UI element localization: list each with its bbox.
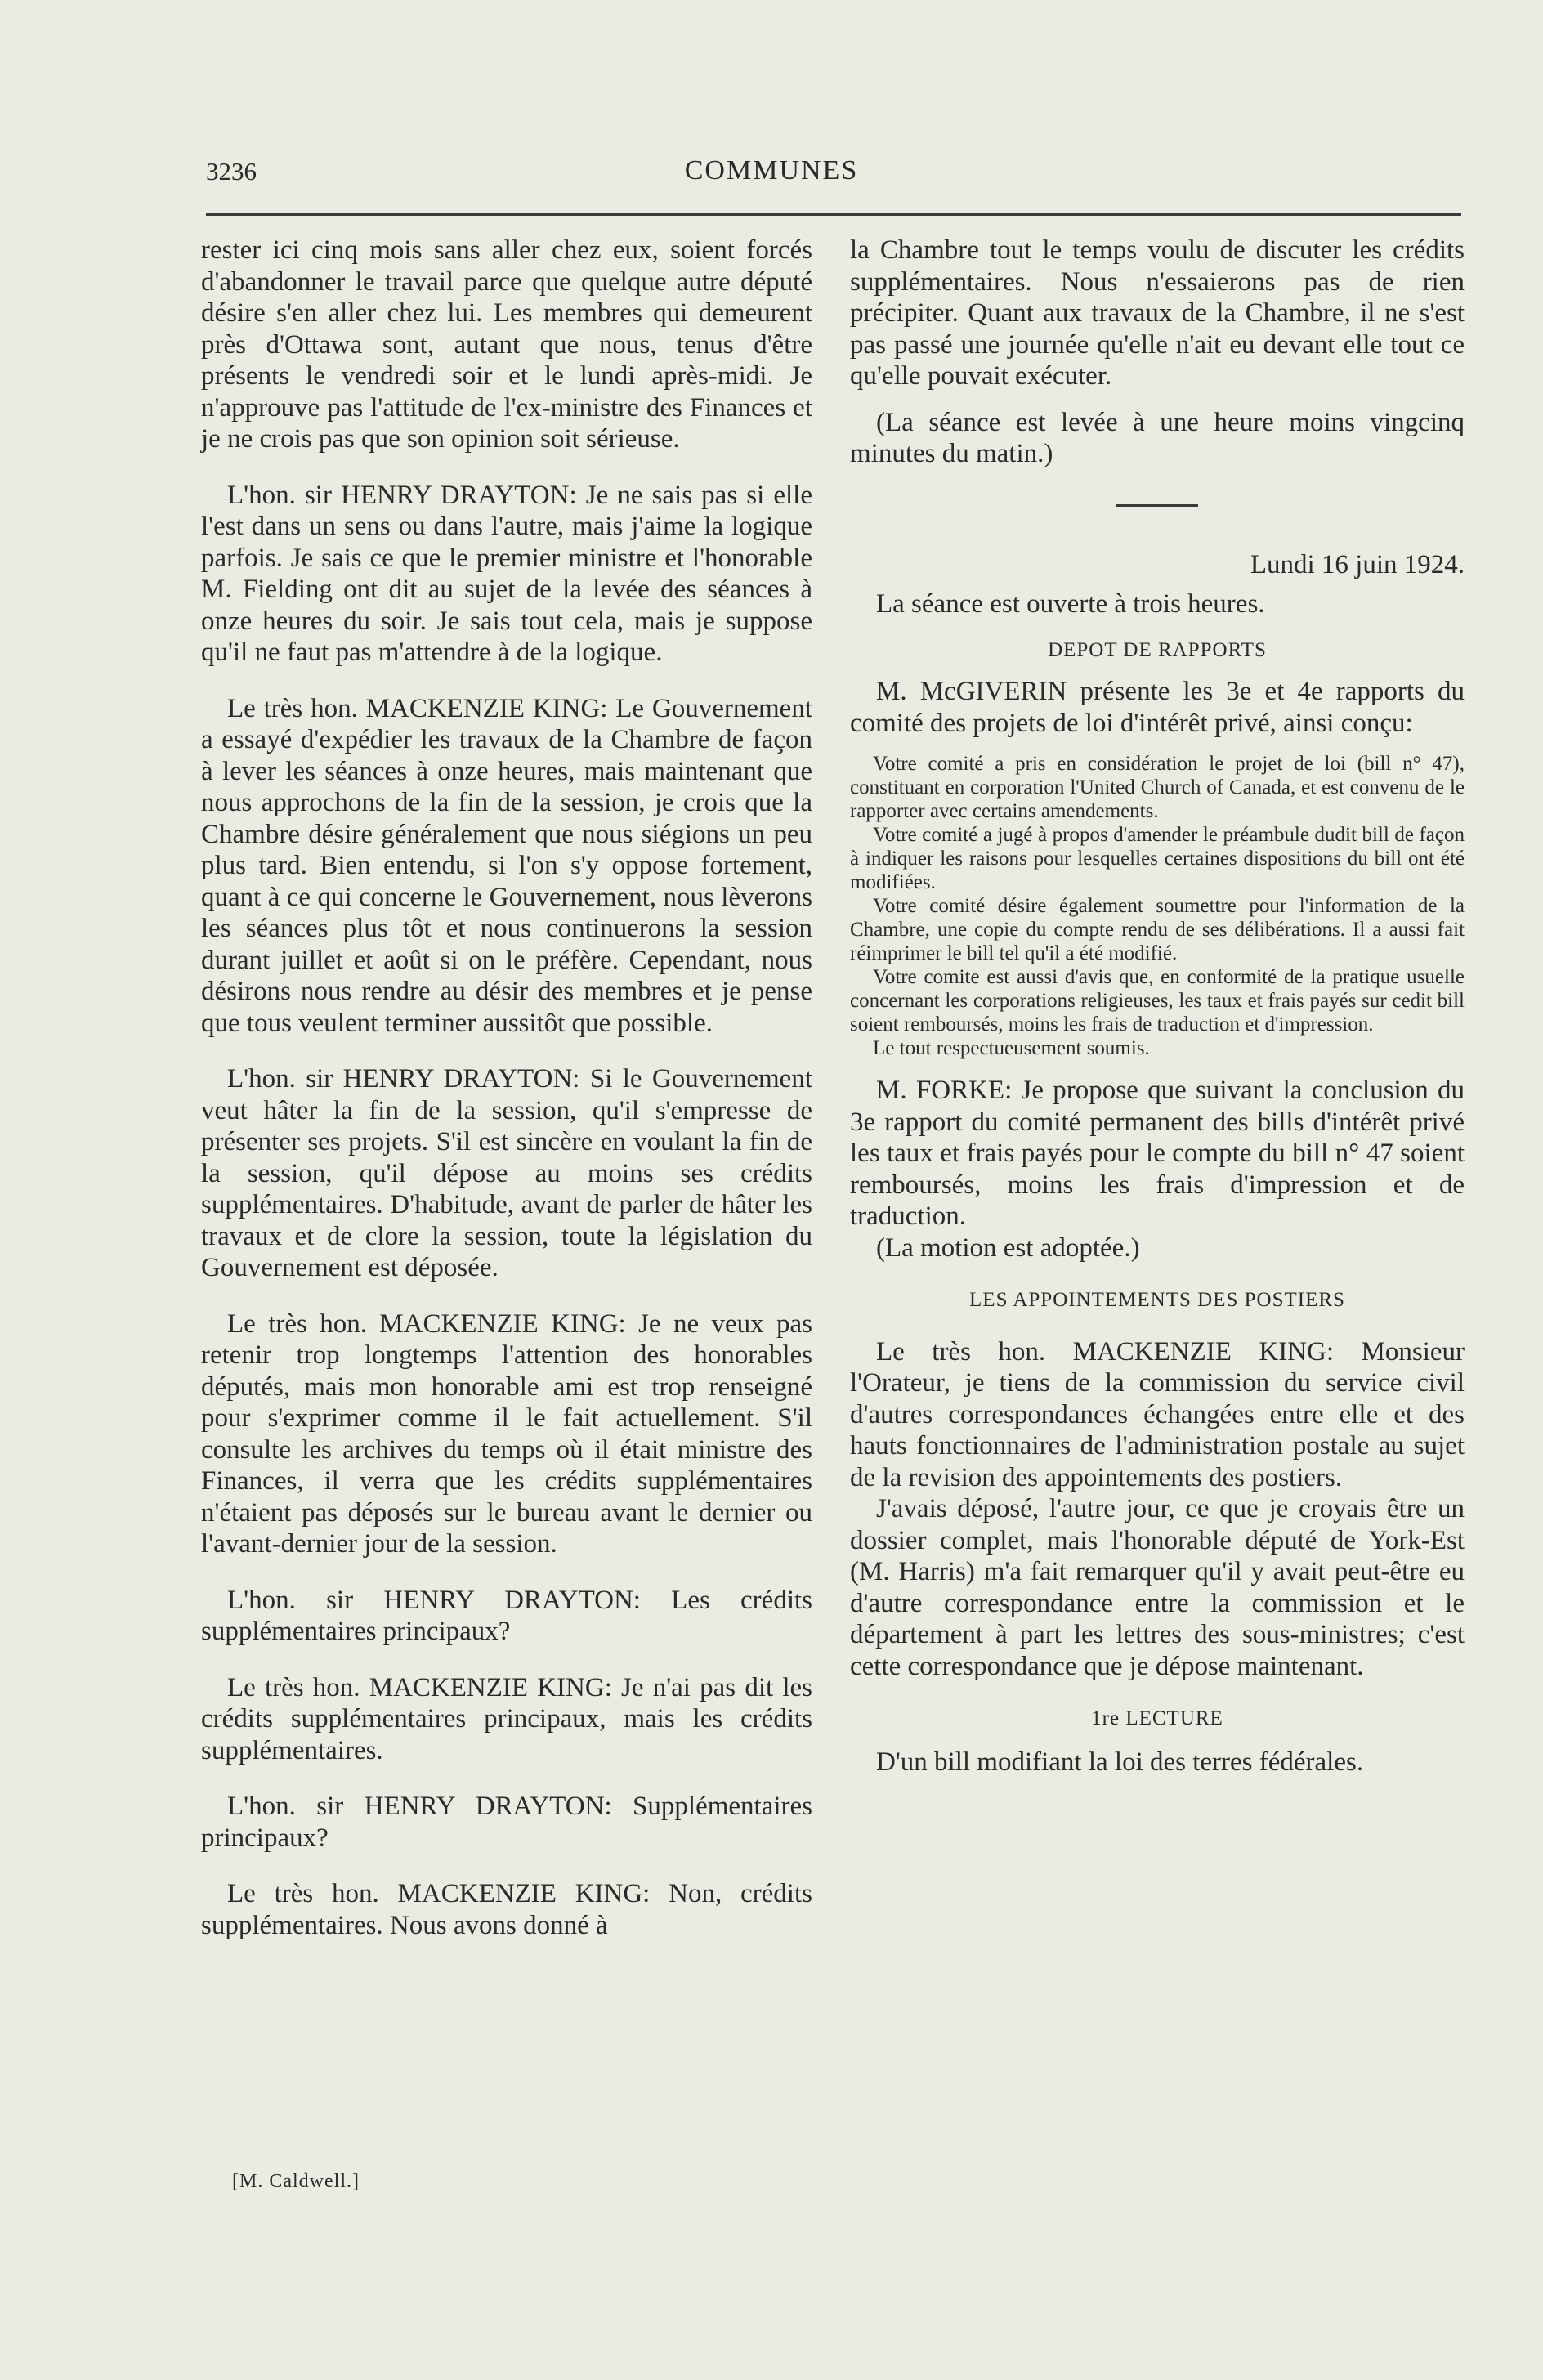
section-separator	[1116, 504, 1198, 507]
report-paragraph: Votre comité a pris en considération le projet de loi (bill n° 47), constituant en corporation l'United Church of Canada, et est convenu de le rapporter avec certains amendements.	[850, 753, 1465, 822]
paragraph: D'un bill modifiant la loi des terres fédérales.	[876, 1747, 1364, 1777]
paragraph: L'hon. sir HENRY DRAYTON: Je ne sais pas si elle l'est dans un sens ou dans l'autre, mais j'aime la logique parfois. Je sais ce que le premier ministre et l'honorable M. Fielding ont dit au sujet de la levée des séances à onze heures du soir. Je sais tout cela, mais je suppose qu'il ne faut pas m'attendre à de la logique.	[201, 480, 812, 667]
sitting-date: Lundi 16 juin 1924.	[1250, 549, 1465, 579]
report-paragraph: Votre comité désire également soumettre pour l'information de la Chambre, une copie du compte rendu de ses délibérations. Il a aussi fait réimprimer le bill tel qu'il a été modifié.	[850, 895, 1465, 964]
paragraph: L'hon. sir HENRY DRAYTON: Si le Gouvernement veut hâter la fin de la session, qu'il s'empresse de présenter ses projets. S'il est sincère en voulant la fin de la session, qu'il dépose au moins ses crédits supplémentaires. D'habitude, avant de parler de hâter les travaux et de clore la session, toute la législation du Gouvernement est déposée.	[201, 1064, 812, 1282]
paragraph: Le très hon. MACKENZIE KING: Je n'ai pas dit les crédits supplémentaires principaux, mais les crédits supplémentaires.	[201, 1672, 812, 1765]
header-rule	[206, 213, 1461, 216]
motion-note: (La motion est adoptée.)	[876, 1232, 1140, 1263]
report-paragraph: Le tout respectueusement soumis.	[873, 1037, 1150, 1059]
footer-speaker-note: [M. Caldwell.]	[232, 2171, 360, 2192]
right-column	[850, 235, 1465, 1778]
paragraph: J'avais déposé, l'autre jour, ce que je croyais être un dossier complet, mais l'honorable député de York-Est (M. Harris) m'a fait remarquer qu'il y avait peut-être eu d'autre correspondance entre la commission et le département à part les lettres des sous-ministres; c'est cette correspondance que je dépose maintenant.	[850, 1494, 1465, 1681]
paragraph: Le très hon. MACKENZIE KING: Le Gouvernement a essayé d'expédier les travaux de la Chambre de façon à lever les séances à onze heures, mais maintenant que nous approchons de la fin de la session, je crois que la Chambre désire généralement que nous siégions un peu plus tard. Bien entendu, si l'on s'y oppose fortement, quant à ce qui concerne le Gouvernement, nous lèverons les séances plus tôt et nous continuerons la session durant juillet et août si on le préfère. Cependant, nous désirons nous rendre au désir des membres et je pense que tous veulent terminer aussitôt que possible.	[201, 693, 812, 1038]
page-number: 3236	[206, 157, 257, 186]
committee-report	[850, 752, 1465, 1060]
paragraph: L'hon. sir HENRY DRAYTON: Supplémentaires principaux?	[201, 1792, 812, 1853]
paragraph: M. FORKE: Je propose que suivant la conclusion du 3e rapport du comité permanent des bills d'intérêt privé les taux et frais payés pour le compte du bill n° 47 soient remboursés, moins les frais d'impression et de traduction.	[850, 1076, 1465, 1231]
report-paragraph: Votre comité a jugé à propos d'amender le préambule dudit bill de façon à indiquer les raisons pour lesquelles certaines dispositions du bill ont été modifiées.	[850, 824, 1465, 893]
section-heading: DEPOT DE RAPPORTS	[1048, 638, 1267, 661]
paragraph: Le très hon. MACKENZIE KING: Je ne veux pas retenir trop longtemps l'attention des honorables députés, mais mon honorable ami est trop renseigné pour s'exprimer comme il le fait actuellement. S'il consulte les archives du temps où il était ministre des Finances, il verra que les crédits supplémentaires n'étaient pas déposés sur le bureau avant le dernier ou l'avant-dernier jour de la session.	[201, 1309, 812, 1559]
page-title: COMMUNES	[684, 155, 859, 186]
paragraph: L'hon. sir HENRY DRAYTON: Les crédits supplémentaires principaux?	[201, 1585, 812, 1646]
section-heading: 1re LECTURE	[1091, 1707, 1223, 1729]
adjournment-note: (La séance est levée à une heure moins vingcinq minutes du matin.)	[850, 407, 1465, 468]
paragraph: La séance est ouverte à trois heures.	[876, 589, 1265, 619]
paragraph: rester ici cinq mois sans aller chez eux, soient forcés d'abandonner le travail parce que quelque autre député désire s'en aller chez lui. Les membres qui demeurent près d'Ottawa sont, autant que nous, tenus d'être présents le vendredi soir et le lundi après-midi. Je n'approuve pas l'attitude de l'ex-ministre des Finances et je ne crois pas que son opinion soit sérieuse.	[201, 235, 812, 454]
report-paragraph: Votre comite est aussi d'avis que, en conformité de la pratique usuelle concernant les corporations religieuses, les taux et frais payés sur cedit bill soient remboursés, moins les frais de traduction et d'impression.	[850, 966, 1465, 1036]
paragraph: M. McGIVERIN présente les 3e et 4e rapports du comité des projets de loi d'intérêt privé, ainsi conçu:	[850, 677, 1465, 738]
paragraph: Le très hon. MACKENZIE KING: Monsieur l'Orateur, je tiens de la commission du service civil d'autres correspondances échangées entre elle et des hauts fonctionnaires de l'administration postale au sujet de la revision des appointements des postiers.	[850, 1336, 1465, 1492]
paragraph: Le très hon. MACKENZIE KING: Non, crédits supplémentaires. Nous avons donné à	[201, 1879, 812, 1940]
left-column	[201, 235, 812, 1941]
paragraph: la Chambre tout le temps voulu de discuter les crédits supplémentaires. Nous n'essaierons pas de rien précipiter. Quant aux travaux de la Chambre, il ne s'est pas passé une journée qu'elle n'ait eu devant elle tout ce qu'elle pouvait exécuter.	[850, 235, 1465, 391]
section-heading: LES APPOINTEMENTS DES POSTIERS	[969, 1289, 1345, 1311]
